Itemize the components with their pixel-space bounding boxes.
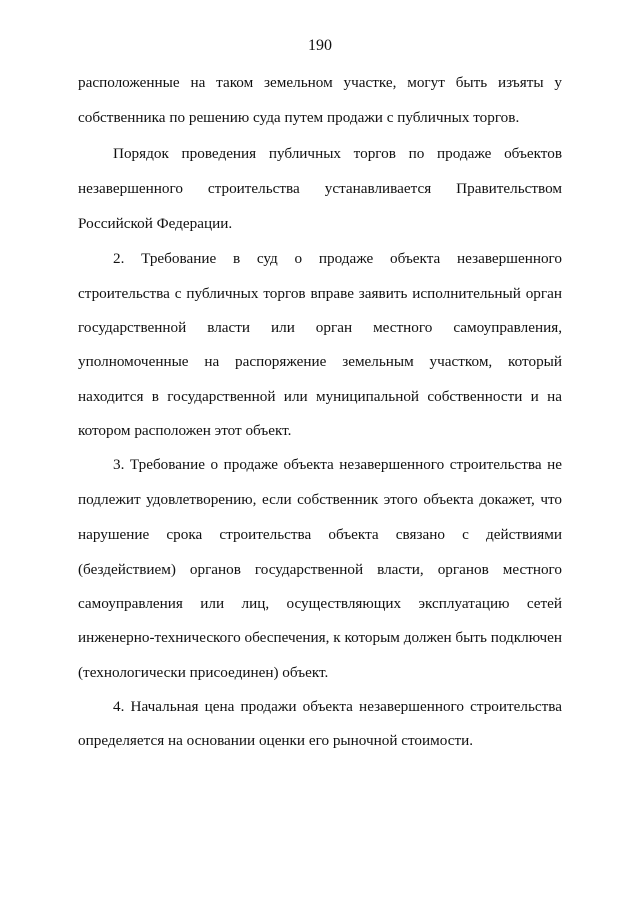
item-3-line-7: (технологически присоединен) объект.: [78, 664, 329, 681]
item-3-line-1: 3. Требование о продаже объекта незавершенного строительства не: [113, 456, 562, 473]
paragraph-2-line-2: незавершенного строительства устанавливается Правительством: [78, 180, 562, 197]
item-2-line-6: котором расположен этот объект.: [78, 422, 292, 439]
paragraph-2-line-1: Порядок проведения публичных торгов по продаже объектов: [113, 145, 562, 162]
paragraph-1-line-1: расположенные на таком земельном участке, могут быть изъяты у: [78, 74, 562, 91]
paragraph-1-line-2: собственника по решению суда путем продажи с публичных торгов.: [78, 109, 520, 126]
item-3-line-6: инженерно-технического обеспечения, к которым должен быть подключен: [78, 629, 562, 646]
item-3-line-2: подлежит удовлетворению, если собственник этого объекта докажет, что: [78, 491, 562, 508]
item-4-line-1: 4. Начальная цена продажи объекта незавершенного строительства: [113, 698, 562, 715]
item-3-line-5: самоуправления или лиц, осуществляющих эксплуатацию сетей: [78, 595, 562, 612]
item-3-line-3: нарушение срока строительства объекта связано с действиями: [78, 526, 562, 543]
item-2-line-5: находится в государственной или муниципальной собственности и на: [78, 388, 562, 405]
item-4-line-2: определяется на основании оценки его рыночной стоимости.: [78, 732, 474, 749]
item-2-line-4: уполномоченные на распоряжение земельным участком, который: [78, 353, 562, 370]
item-3-line-4: (бездействием) органов государственной власти, органов местного: [78, 561, 562, 578]
item-2-line-1: 2. Требование в суд о продаже объекта незавершенного: [113, 250, 562, 267]
paragraph-2-line-3: Российской Федерации.: [78, 215, 233, 232]
item-2-line-2: строительства с публичных торгов вправе заявить исполнительный орган: [78, 285, 562, 302]
page-number: 190: [308, 37, 332, 54]
item-2-line-3: государственной власти или орган местного самоуправления,: [78, 319, 562, 336]
